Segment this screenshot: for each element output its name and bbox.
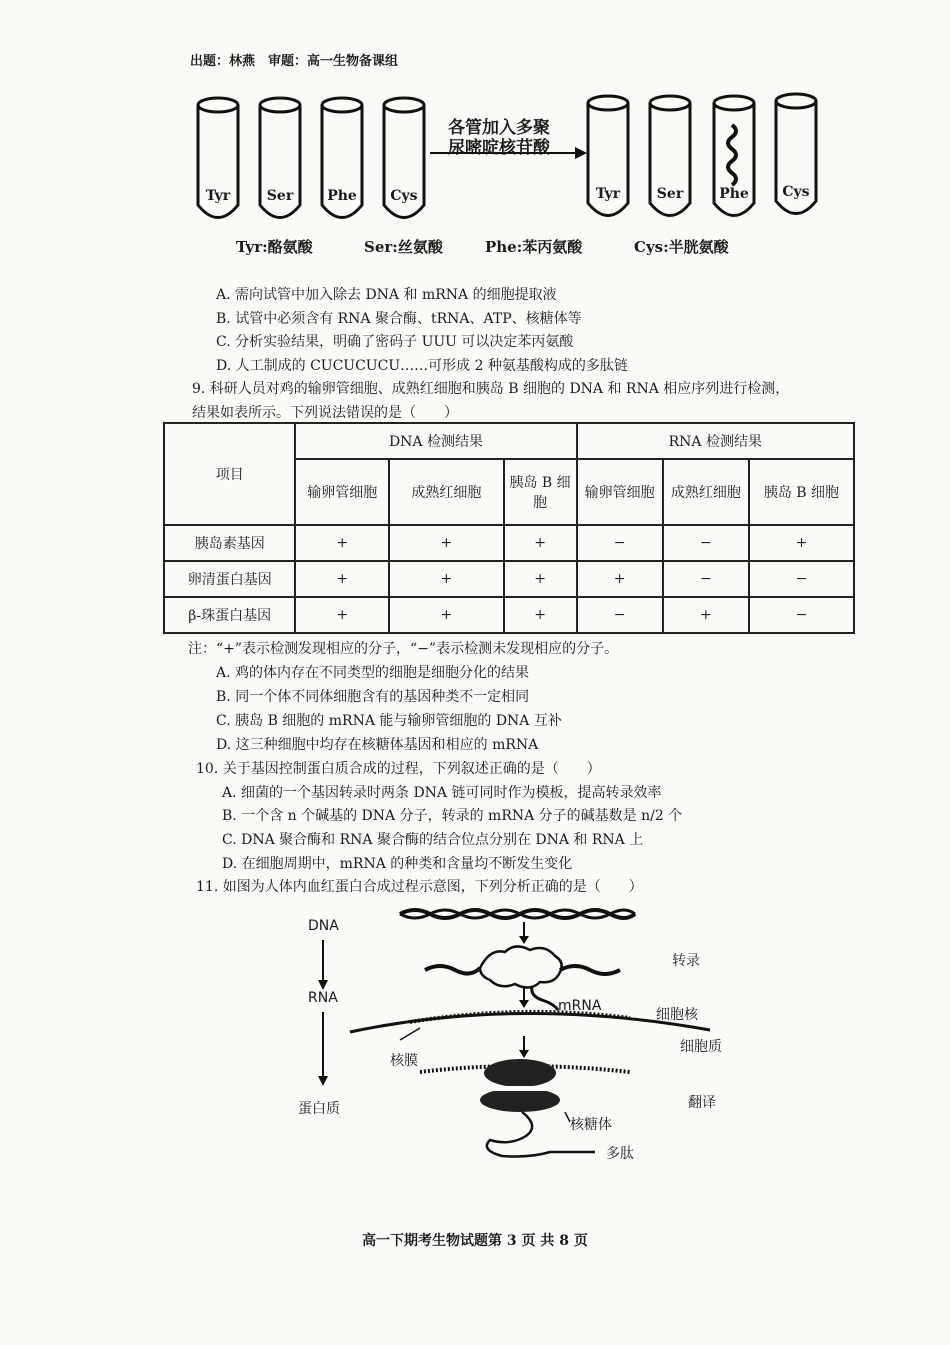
table-cell-header: 胰岛 B 细胞 [749, 459, 854, 525]
cell-value: + [389, 597, 503, 633]
table-cell-header: 输卵管细胞 [295, 459, 389, 525]
row-name: 胰岛素基因 [164, 525, 295, 561]
tube-label: Tyr [205, 188, 231, 204]
tube-label: Cys [390, 188, 418, 204]
cell-value: − [749, 597, 854, 633]
arrow-head [575, 147, 587, 159]
exam-header: 出题：林燕 审题：高一生物备课组 [190, 54, 399, 69]
label-rna: RNA [308, 990, 338, 1006]
cell-value: + [295, 561, 389, 597]
tube-label: Cys [782, 184, 810, 200]
q10-option-a: A. 细菌的一个基因转录时两条 DNA 链可同时作为模板，提高转录效率 [222, 785, 662, 801]
q8-option-b: B. 试管中必须含有 RNA 聚合酶、tRNA、ATP、核糖体等 [216, 311, 582, 327]
table-note: 注：“+”表示检测发现相应的分子，“−”表示检测未发现相应的分子。 [188, 641, 619, 657]
label-nuclear-membrane: 核膜 [390, 1053, 418, 1069]
label-mrna: mRNA [558, 998, 602, 1014]
table-cell-header: 输卵管细胞 [577, 459, 663, 525]
cell-value: − [663, 561, 749, 597]
table-item-header: 项目 [164, 423, 295, 525]
cell-value: − [663, 525, 749, 561]
cell-value: + [504, 525, 577, 561]
cell-value: + [389, 525, 503, 561]
legend-ser: Ser:丝氨酸 [364, 238, 443, 256]
q11-stem: 11. 如图为人体内血红蛋白合成过程示意图，下列分析正确的是（ ） [196, 879, 643, 895]
row-name: 卵清蛋白基因 [164, 561, 295, 597]
table-dna-header: DNA 检测结果 [295, 423, 576, 459]
q9-option-c: C. 胰岛 B 细胞的 mRNA 能与输卵管细胞的 DNA 互补 [216, 713, 562, 729]
table-row [164, 597, 854, 633]
q9-option-b: B. 同一个体不同体细胞含有的基因种类不一定相同 [216, 689, 530, 705]
detection-table [163, 422, 855, 634]
row-name: β-珠蛋白基因 [164, 597, 295, 633]
cell-value: + [295, 525, 389, 561]
flow-arrow-1-head [318, 980, 328, 990]
transcription-bubble [480, 946, 562, 987]
label-cytoplasm: 细胞质 [680, 1039, 722, 1055]
legend-cys: Cys:半胱氨酸 [634, 238, 729, 256]
q10-option-c: C. DNA 聚合酶和 RNA 聚合酶的结合位点分别在 DNA 和 RNA 上 [222, 832, 644, 848]
q8-option-d: D. 人工制成的 CUCUCUCU……可形成 2 种氨基酸构成的多肽链 [216, 358, 628, 374]
label-dna: DNA [308, 918, 339, 934]
legend-phe: Phe:苯丙氨酸 [485, 238, 583, 256]
table-rna-header: RNA 检测结果 [577, 423, 854, 459]
table-row [164, 561, 854, 597]
q9-option-d: D. 这三种细胞中均存在核糖体基因和相应的 mRNA [216, 737, 539, 753]
cell-value: + [295, 597, 389, 633]
cell-value: + [749, 525, 854, 561]
q10-option-d: D. 在细胞周期中，mRNA 的种类和含量均不断发生变化 [222, 856, 573, 872]
cell-value: − [749, 561, 854, 597]
arrow-text-1: 各管加入多聚 [448, 118, 550, 138]
label-transcription: 转录 [672, 953, 700, 969]
dna-left [425, 966, 480, 974]
tube-label: Ser [266, 188, 294, 204]
dna-right [560, 966, 620, 974]
cell-value: + [504, 561, 577, 597]
table-row [164, 525, 854, 561]
flow-arrow-2-head [318, 1076, 328, 1086]
cell-value: + [389, 561, 503, 597]
q8-option-c: C. 分析实验结果，明确了密码子 UUU 可以决定苯丙氨酸 [216, 334, 574, 350]
cell-value: − [577, 597, 663, 633]
cell-value: + [577, 561, 663, 597]
q9-option-a: A. 鸡的体内存在不同类型的细胞是细胞分化的结果 [216, 665, 530, 681]
legend-tyr: Tyr:酪氨酸 [236, 238, 313, 256]
label-ribosome: 核糖体 [570, 1117, 612, 1133]
q10-option-b: B. 一个含 n 个碱基的 DNA 分子，转录的 mRNA 分子的碱基数是 n/2 个 [222, 808, 683, 824]
tube-label: Phe [719, 186, 749, 202]
q9-stem-line2: 结果如表所示。下列说法错误的是（ ） [192, 405, 458, 421]
polypeptide-squiggle [728, 125, 736, 185]
table-cell-header: 成熟红细胞 [389, 459, 503, 525]
page-footer: 高一下期考生物试题第 3 页 共 8 页 [362, 1233, 588, 1249]
table-cell-header: 成熟红细胞 [663, 459, 749, 525]
cell-value: + [663, 597, 749, 633]
q10-stem: 10. 关于基因控制蛋白质合成的过程，下列叙述正确的是（ ） [196, 761, 601, 777]
q8-option-a: A. 需向试管中加入除去 DNA 和 mRNA 的细胞提取液 [216, 287, 557, 303]
tube-label: Tyr [595, 186, 621, 202]
hemoglobin-diagram [290, 900, 750, 1170]
arrow-text-2: 尿嘧啶核苷酸 [448, 138, 550, 158]
ribosome-large [484, 1059, 556, 1087]
cell-value: − [577, 525, 663, 561]
label-polypeptide: 多肽 [606, 1146, 634, 1162]
tube-label: Phe [327, 188, 357, 204]
label-protein: 蛋白质 [298, 1101, 340, 1117]
cell-value: + [504, 597, 577, 633]
label-nucleus: 细胞核 [656, 1007, 698, 1023]
tube-label: Ser [656, 186, 684, 202]
ribosome-small [480, 1088, 560, 1112]
test-tube-figure [180, 85, 830, 235]
mrna-strand [532, 986, 558, 1010]
table-cell-header: 胰岛 B 细胞 [504, 459, 577, 525]
q9-stem-line1: 9. 科研人员对鸡的输卵管细胞、成熟红细胞和胰岛 B 细胞的 DNA 和 RNA 相应序列进行检测， [192, 381, 790, 397]
label-translation: 翻译 [688, 1095, 716, 1111]
